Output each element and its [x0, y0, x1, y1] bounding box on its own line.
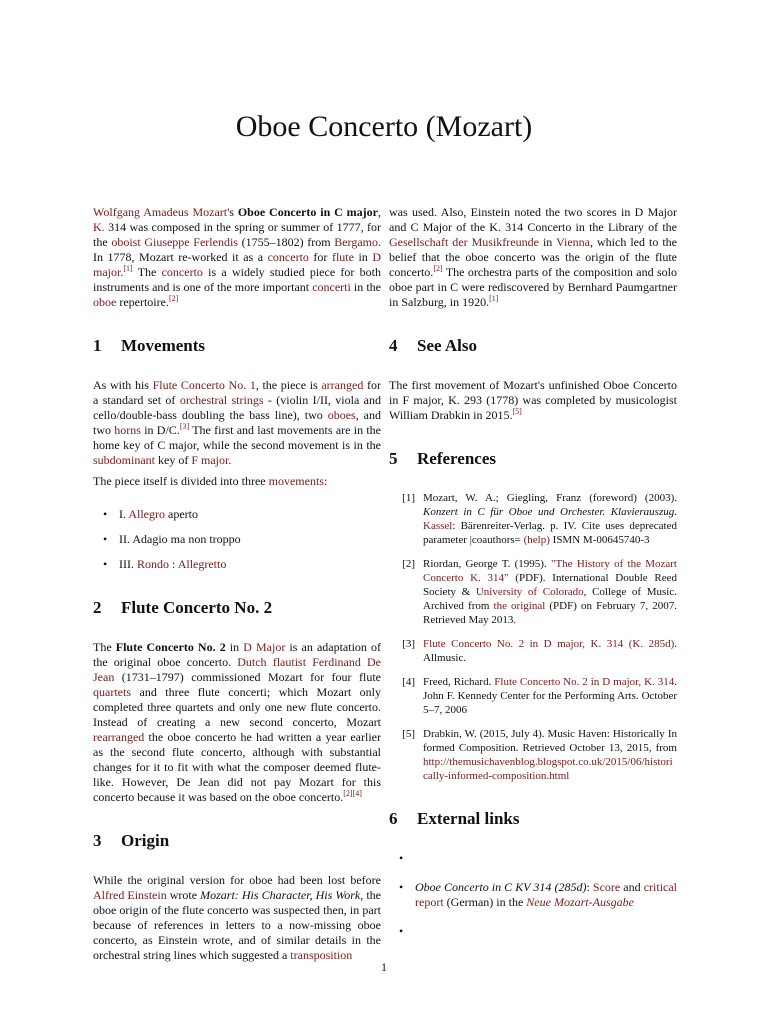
reference-item: [3] Flute Concerto No. 2 in D major, K. 314 (K. 285d). Allmusic.	[402, 638, 677, 664]
link-k[interactable]: K.	[93, 220, 105, 234]
link-concerti[interactable]: concerti	[312, 280, 351, 294]
bullet-icon: •	[399, 924, 404, 938]
page-title: Oboe Concerto (Mozart)	[235, 110, 533, 143]
link-de-jean[interactable]: Ferdinand De Jean	[93, 655, 382, 684]
origin-paragraph: While the original version for oboe had been lost before Alfred Einstein wrote Mozart: His Character, His Work, the oboe origin of the flute concerto was suspected then, in part because of references in letters to a now-missing oboe concerto, as Einstein wrote, and of similar details in the orchestral string lines which suggested a transposition	[93, 873, 381, 962]
section-heading-flute-concerto: 2 Flute Concerto No. 2	[93, 598, 273, 617]
link-concerto-2[interactable]: concerto	[161, 265, 203, 279]
link-arranged[interactable]: arranged	[321, 378, 364, 392]
list-item: • Oboe Concerto in C KV 314 (285d): Score and critical report (German) in the Neue Mozart-Ausgabe	[399, 880, 678, 909]
link-reference-title[interactable]: "The History of the Mozart Concerto K. 314"	[423, 558, 677, 584]
link-f-major[interactable]: F major	[191, 453, 229, 467]
link-concerto[interactable]: concerto	[267, 250, 309, 264]
see-also-paragraph: The first movement of Mozart's unfinished Oboe Concerto in F major, K. 293 (1778) was completed by musicologist William Drabkin in 2015.[5]	[389, 378, 677, 422]
section-heading-references: 5 References	[389, 449, 496, 468]
link-score[interactable]: Score	[592, 880, 621, 894]
list-item	[399, 851, 677, 866]
movements-list	[103, 507, 381, 572]
reference-item: [4] Freed, Richard. Flute Concerto No. 2 in D major, K. 314. John F. Kennedy Center for the Performing Arts. October 5–7, 2006	[402, 676, 677, 716]
link-movements[interactable]: movements	[268, 474, 324, 488]
link-vienna[interactable]: Vienna	[556, 235, 591, 249]
movements-intro: The piece itself is divided into three movements:	[93, 474, 328, 488]
flute-paragraph: The Flute Concerto No. 2 in D Major is an adaptation of the original oboe concerto. Dutch flautist Ferdinand De Jean (1731–1797) commissioned Mozart for four flute quartets and three flute concerti; which Mozart only completed three quartets and only one new flute concerto. Instead of creating a new second concerto, Mozart rearranged the oboe concerto he had written a year earlier as the second flute concerto, although with substantial changes for it to fit with what the composer deemed flute-like. However, De Jean did not pay Mozart for this concerto because it was based on the oboe concerto.[2][4]	[93, 640, 382, 804]
list-item: • II. Adagio ma non troppo	[103, 532, 241, 546]
link-dutch[interactable]: Dutch	[237, 655, 267, 669]
left-column	[93, 205, 381, 969]
link-rondo[interactable]: Rondo	[137, 557, 170, 571]
link-einstein[interactable]: Alfred Einstein	[93, 888, 167, 902]
citation-link[interactable]: [2][4]	[343, 789, 362, 798]
section-heading-see-also: 4 See Also	[389, 336, 477, 355]
reference-item: [1] Mozart, W. A.; Giegling, Franz (foreword) (2003). Konzert in C für Oboe und Orchester. Klavierauszug. Kassel: Bärenreiter-Verlag. p. IV. Cite uses deprecated parameter |coauthors= (help) ISMN M-00645740-3	[402, 492, 677, 546]
link-horns[interactable]: horns	[114, 423, 141, 437]
link-neue-mozart-ausgabe[interactable]: Neue Mozart-Ausgabe	[526, 895, 634, 909]
citation-link[interactable]: [2]	[433, 264, 443, 273]
link-transposition[interactable]: transposition	[290, 948, 353, 962]
citation-link[interactable]: [1]	[123, 264, 133, 273]
citation-link[interactable]: [3]	[179, 422, 190, 431]
link-oboe[interactable]: oboe	[93, 295, 117, 309]
link-ferlendis[interactable]: Giuseppe Ferlendis	[144, 235, 238, 249]
link-mozart[interactable]: Wolfgang Amadeus Mozart	[93, 205, 228, 219]
citation-link[interactable]: [2]	[168, 294, 179, 303]
citation-link[interactable]: [5]	[512, 407, 522, 416]
section-heading-origin: 3 Origin	[93, 831, 170, 850]
link-the-original[interactable]: the original	[493, 600, 546, 612]
link-d-major[interactable]: D Major	[243, 640, 286, 654]
link-flute-concerto-1[interactable]: Flute Concerto No. 1	[152, 378, 256, 392]
page-number: 1	[381, 960, 387, 974]
references-list	[389, 491, 677, 783]
bullet-icon: •	[399, 851, 404, 865]
link-flute[interactable]: flute	[331, 250, 354, 264]
link-subdominant[interactable]: subdominant	[93, 453, 155, 467]
link-kassel[interactable]: Kassel	[423, 520, 453, 532]
section-heading-external-links: 6 External links	[389, 809, 520, 828]
list-item: • I. Allegro aperto	[103, 507, 198, 521]
link-orchestral-strings[interactable]: orchestral strings	[179, 393, 264, 407]
link-quartets[interactable]: quartets	[93, 685, 131, 699]
section-heading-movements: 1 Movements	[93, 336, 206, 355]
intro-bold: Oboe Concerto in C major	[237, 205, 378, 219]
bullet-icon: •	[103, 557, 108, 571]
link-music-haven-url[interactable]: http://themusichavenblog.blogspot.co.uk/2015/06/historically-informed-composition.html	[423, 756, 673, 782]
list-item: • III. Rondo : Allegretto	[103, 557, 227, 571]
bullet-icon: •	[399, 880, 404, 894]
link-flautist[interactable]: flautist	[272, 655, 307, 669]
link-allmusic-reference[interactable]: Flute Concerto No. 2 in D major, K. 314 (K. 285d)	[423, 638, 675, 650]
link-critical-report[interactable]: critical report	[415, 880, 678, 909]
link-bergamo[interactable]: Bergamo	[334, 235, 378, 249]
intro-paragraph: Wolfgang Amadeus Mozart's Oboe Concerto in C major, K. 314 was composed in the spring or summer of 1777, for the oboist Giuseppe Ferlendis (1755–1802) from Bergamo. In 1778, Mozart re-worked it as a concerto for flute in D major.[1] The concerto is a widely studied piece for both instruments and is one of the more important concerti in the oboe repertoire.[2]	[93, 205, 381, 309]
link-gesellschaft[interactable]: Gesellschaft der Musikfreunde	[389, 235, 539, 249]
link-rearranged[interactable]: rearranged	[93, 730, 145, 744]
link-oboist[interactable]: oboist	[111, 235, 141, 249]
bullet-icon: •	[103, 507, 108, 521]
link-kennedy-reference[interactable]: Flute Concerto No. 2 in D major, K. 314	[494, 676, 675, 688]
reference-item: [2] Riordan, George T. (1995). "The History of the Mozart Concerto K. 314" (PDF). International Double Reed Society & University of Colorado, College of Music. Archived from the original (PDF) on February 7, 2007. Retrieved May 2013.	[402, 558, 678, 626]
link-oboes[interactable]: oboes	[327, 408, 356, 422]
external-links-list	[399, 851, 677, 939]
link-allegretto[interactable]: Allegretto	[177, 557, 227, 571]
origin-paragraph-continued: was used. Also, Einstein noted the two scores in D Major and C Major of the K. 314 Concerto in the Library of the Gesellschaft der Musikfreunde in Vienna, which led to the belief that the oboe concerto was the origin of the flute concerto.[2] The orchestra parts of the composition and solo oboe part in C were rediscovered by Bernhard Paumgartner in Salzburg, in 1920.[1]	[389, 205, 677, 309]
link-colorado[interactable]: University of Colorado	[475, 586, 584, 598]
reference-item: [5] Drabkin, W. (2015, July 4). Music Haven: Historically Informed Composition. Retrieved October 13, 2015, from http://themusichavenblog.blogspot.co.uk/2015/06/historically-informed-composition.html	[402, 728, 677, 782]
movements-paragraph: As with his Flute Concerto No. 1, the piece is arranged for a standard set of orchestral strings - (violin I/II, viola and cello/double-bass doubling the bass line), two oboes, and two horns in D/C.[3] The first and last movements are in the home key of C major, while the second movement is in the subdominant key of F major.	[93, 378, 382, 467]
list-item	[399, 924, 677, 939]
link-help[interactable]: (help)	[523, 534, 550, 546]
link-allegro[interactable]: Allegro	[128, 507, 165, 521]
citation-link[interactable]: [1]	[489, 294, 499, 303]
link-d-major[interactable]: D major	[93, 250, 381, 279]
right-column	[389, 205, 677, 949]
bullet-icon: •	[103, 532, 108, 546]
